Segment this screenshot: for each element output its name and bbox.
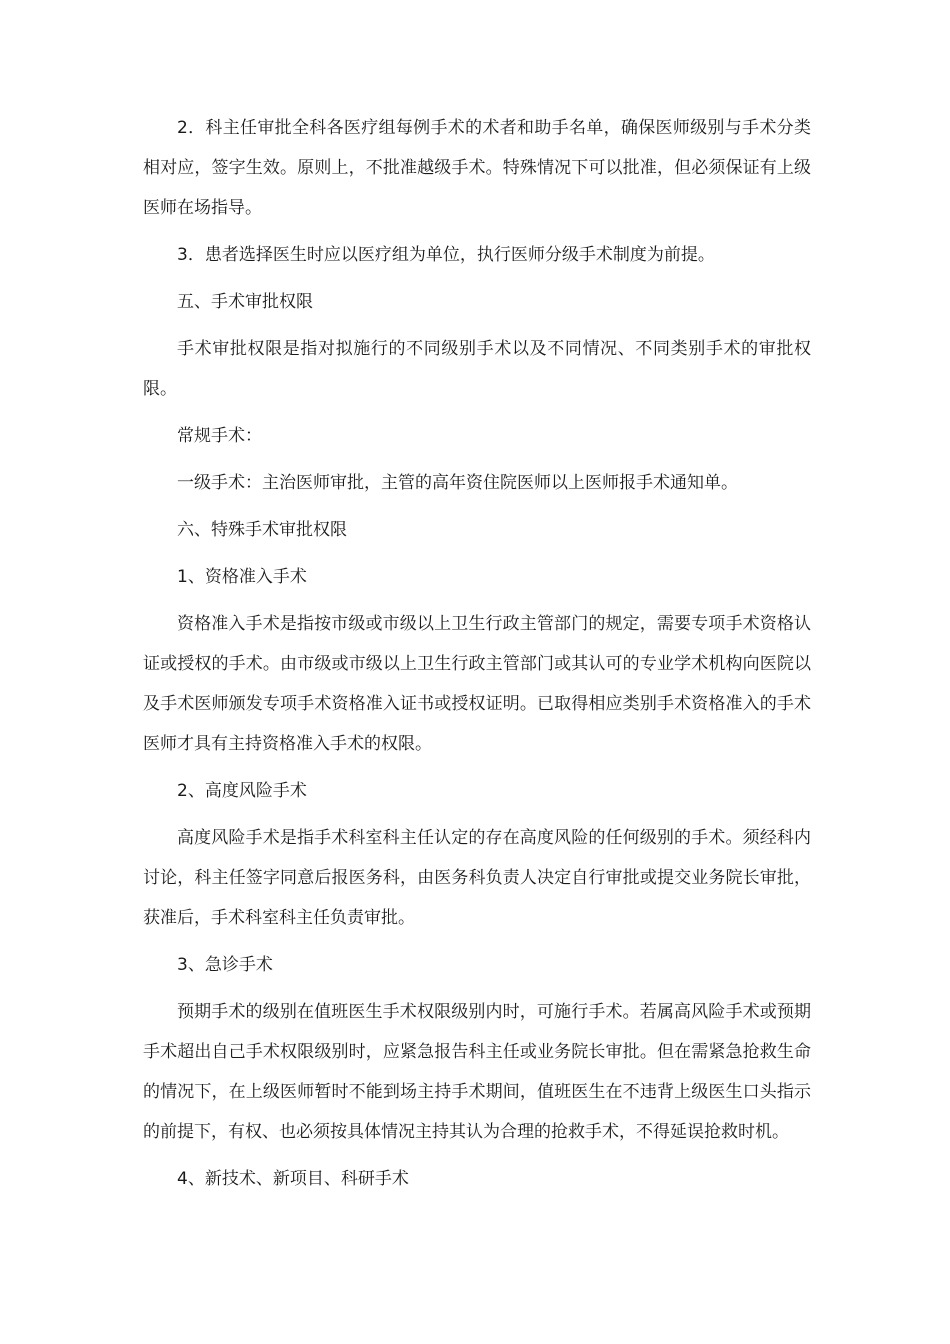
paragraph-approval-authority-definition: 手术审批权限是指对拟施行的不同级别手术以及不同情况、不同类别手术的审批权限。	[143, 339, 811, 399]
subheading-emergency-surgery: 3、急诊手术	[177, 955, 273, 975]
paragraph-qualification-access-surgery: 资格准入手术是指按市级或市级以上卫生行政主管部门的规定，需要专项手术资格认证或授权的手术。由市级或市级以上卫生行政主管部门或其认可的专业学术机构向医院以及手术医师颁发专项手术资格准入证书或授权证明。已取得相应类别手术资格准入的手术医师才具有主持资格准入手术的权限。	[143, 614, 811, 754]
paragraph-emergency-surgery: 预期手术的级别在值班医生手术权限级别内时，可施行手术。若属高风险手术或预期手术超出自己手术权限级别时，应紧急报告科主任或业务院长审批。但在需紧急抢救生命的情况下，在上级医师暂时不能到场主持手术期间，值班医生在不违背上级医生口头指示的前提下，有权、也必须按具体情况主持其认为合理的抢救手术，不得延误抢救时机。	[143, 1002, 811, 1142]
heading-surgery-approval-authority: 五、手术审批权限	[177, 292, 313, 312]
heading-special-surgery-approval: 六、特殊手术审批权限	[177, 520, 347, 540]
document-body	[143, 108, 811, 1206]
paragraph-high-risk-surgery: 高度风险手术是指手术科室科主任认定的存在高度风险的任何级别的手术。须经科内讨论，科主任签字同意后报医务科，由医务科负责人决定自行审批或提交业务院长审批，获准后，手术科室科主任负责审批。	[143, 828, 811, 928]
paragraph-surgeon-assistant-approval: 2．科主任审批全科各医疗组每例手术的术者和助手名单，确保医师级别与手术分类相对应，签字生效。原则上，不批准越级手术。特殊情况下可以批准，但必须保证有上级医师在场指导。	[143, 118, 811, 218]
subheading-new-technology-surgery: 4、新技术、新项目、科研手术	[177, 1169, 409, 1189]
paragraph-patient-doctor-selection: 3．患者选择医生时应以医疗组为单位，执行医师分级手术制度为前提。	[177, 245, 715, 265]
subheading-high-risk-surgery: 2、高度风险手术	[177, 781, 307, 801]
label-routine-surgery: 常规手术：	[177, 426, 262, 446]
paragraph-level-one-surgery: 一级手术：主治医师审批，主管的高年资住院医师以上医师报手术通知单。	[177, 473, 738, 493]
subheading-qualification-access-surgery: 1、资格准入手术	[177, 567, 307, 587]
